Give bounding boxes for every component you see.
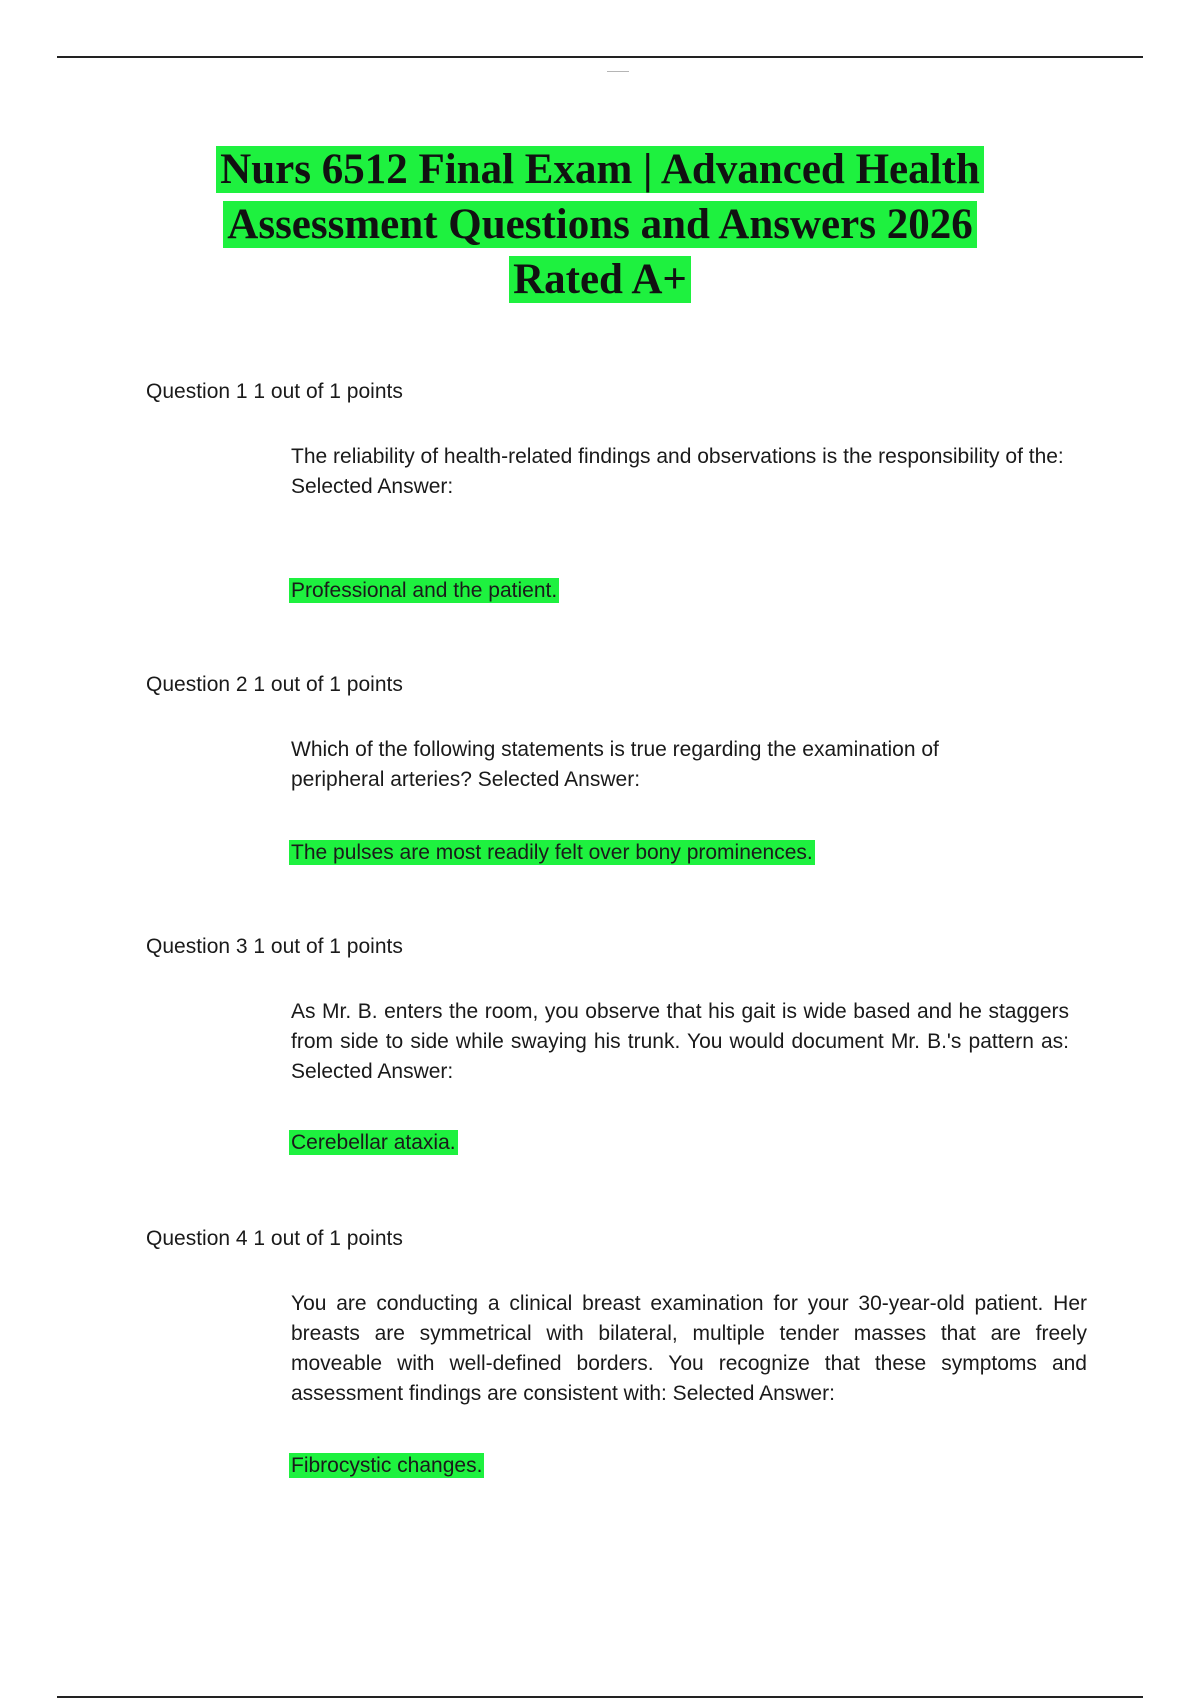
title-line-3: Rated A+ <box>509 256 691 303</box>
question-4-header: Question 4 1 out of 1 points <box>146 1227 403 1250</box>
question-3-header: Question 3 1 out of 1 points <box>146 935 403 958</box>
question-3-answer <box>289 1128 458 1158</box>
header-mark <box>607 71 629 72</box>
question-1-text <box>291 442 1087 502</box>
top-rule <box>57 56 1143 58</box>
question-4-answer-text: Fibrocystic changes. <box>291 1454 483 1477</box>
question-2-answer-text: The pulses are most readily felt over bony prominences. <box>291 841 813 864</box>
question-1-header: Question 1 1 out of 1 points <box>146 380 403 403</box>
question-2-text: Which of the following statements is true regarding the examination of peripheral arteries? Selected Answer: <box>291 738 939 791</box>
question-1-prompt: The reliability of health-related findings and observations is the responsibility of the: <box>291 445 1064 468</box>
question-3-answer-text: Cerebellar ataxia. <box>291 1131 456 1154</box>
question-2-answer <box>289 838 815 868</box>
title-line-2: Assessment Questions and Answers 2026 <box>223 201 976 248</box>
question-4-answer <box>289 1451 484 1481</box>
document-title <box>0 142 1200 307</box>
title-line-1: Nurs 6512 Final Exam | Advanced Health <box>216 146 984 193</box>
question-2-header: Question 2 1 out of 1 points <box>146 673 403 696</box>
bottom-rule <box>57 1696 1143 1698</box>
question-1-selected-label: Selected Answer: <box>291 475 454 498</box>
question-1-answer-text: Professional and the patient. <box>291 579 558 602</box>
question-4-text: You are conducting a clinical breast examination for your 30-year-old patient. Her breasts are symmetrical with bilateral, multiple tender masses that are freely moveable with well-defined borders. You recognize that these symptoms and assessment findings are consistent with: Selected Answer: <box>291 1292 1087 1405</box>
question-1-answer <box>289 576 559 606</box>
question-3-text: As Mr. B. enters the room, you observe that his gait is wide based and he staggers from side to side while swaying his trunk. You would document Mr. B.'s pattern as: Selected Answer: <box>291 1000 1069 1083</box>
